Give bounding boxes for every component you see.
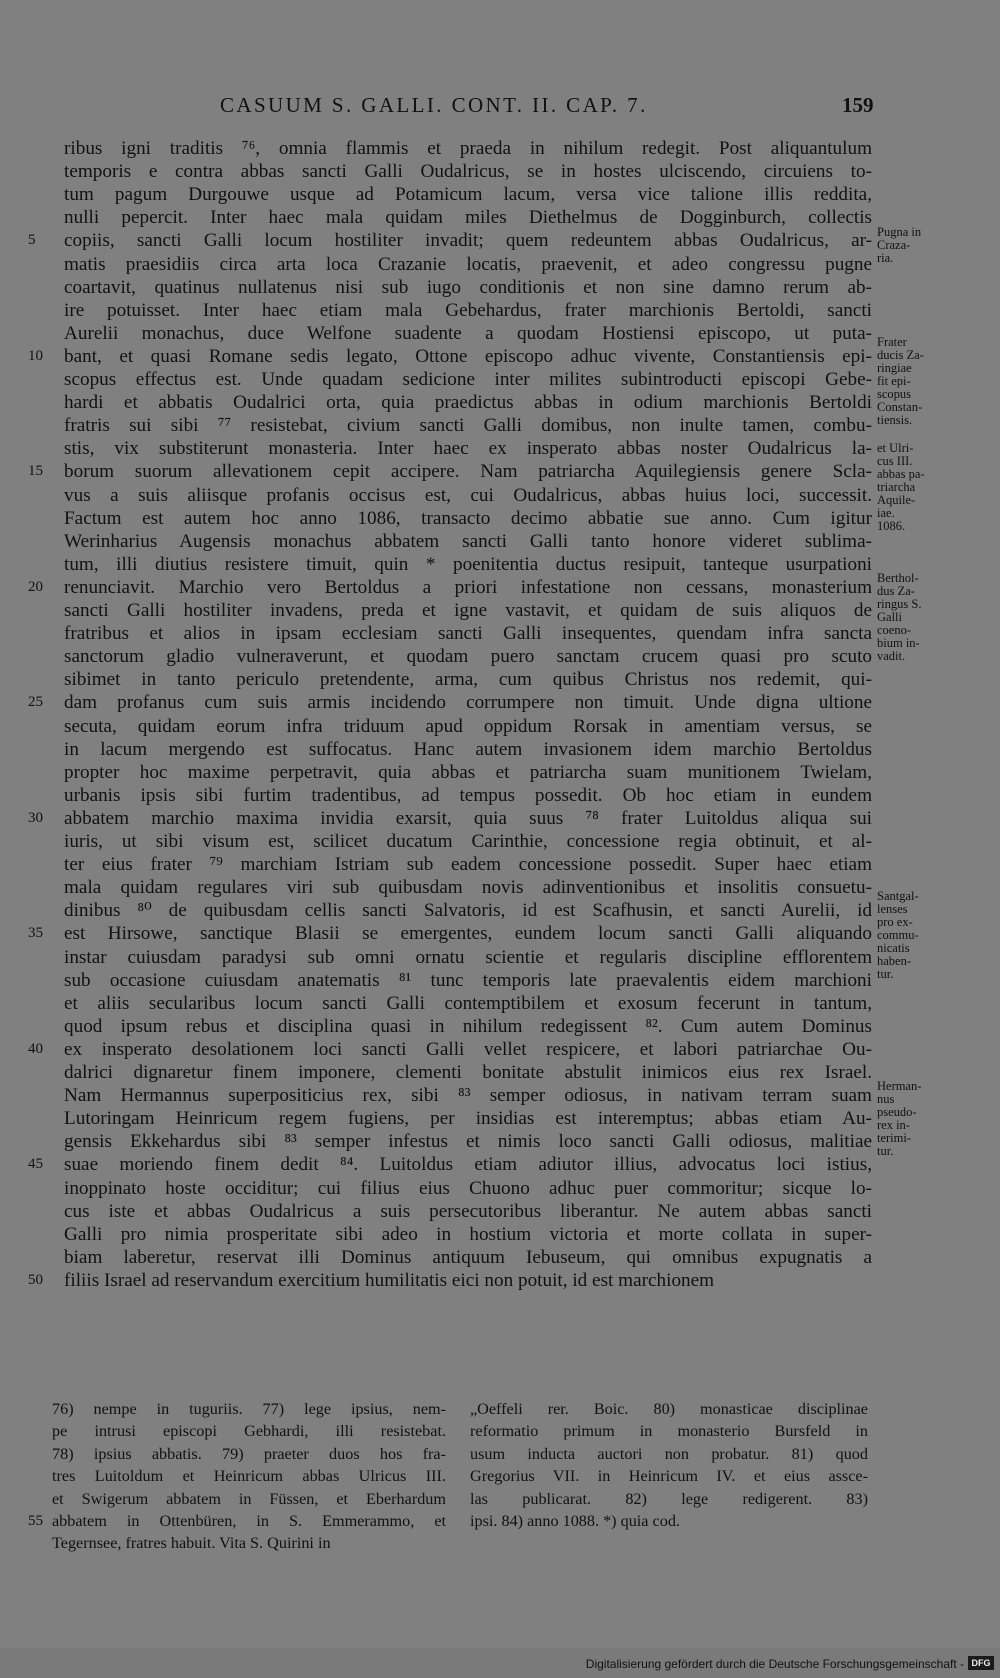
- line-number: 20: [28, 578, 43, 595]
- page-number: 159: [842, 93, 874, 117]
- dfg-credit: Digitalisierung gefördert durch die Deutsche Forschungsgemeinschaft -: [585, 1657, 964, 1671]
- footnote-line: las publicarat. 82) lege redigerent. 83): [470, 1489, 868, 1508]
- footnote-line: 76) nempe in tuguriis. 77) lege ipsius, nem-: [52, 1400, 446, 1418]
- text-line: Aurelii monachus, duce Welfone suadente a quodam Hostiensi episcopo, ut puta-: [64, 322, 872, 344]
- text-line: est Hirsowe, sanctique Blasii se emergentes, eundem locum sancti Galli aliquando: [64, 923, 872, 945]
- margin-note: Frater ducis Za- ringiae fit epi- scopus Constan- tiensis.: [877, 335, 924, 427]
- line-number: 40: [28, 1040, 43, 1057]
- text-line: mala quidam regulares viri sub quibusdam novis adinventionibus et insolitis consuetu-: [64, 877, 872, 899]
- footnote-line: Gregorius VII. in Heinricum IV. et eius assce-: [470, 1467, 868, 1486]
- line-number: 5: [28, 232, 36, 249]
- text-line: borum suorum allevationem cepit accipere. Nam patriarcha Aquilegiensis genere Scla-: [64, 461, 872, 483]
- text-line: nulli pepercit. Inter haec mala quidam miles Diethelmus de Dogginburch, collectis: [64, 207, 872, 229]
- text-line: stis, vix substiterunt monasteria. Inter haec ex insperato abbas noster Oudalricus la-: [64, 438, 872, 460]
- text-line: Nam Hermannus superpositicius rex, sibi ⁸³ semper odiosus, in nativam terram suam: [64, 1085, 872, 1107]
- text-line: biam laberetur, reservat illi Dominus antiquum Iebuseum, qui omnibus expugnatis a: [64, 1246, 872, 1268]
- footnote-line: abbatem in Ottenbüren, in S. Emmerammo, et: [52, 1512, 446, 1530]
- footnote-line: pe intrusi episcopi Gebhardi, illi resistebat.: [52, 1422, 446, 1441]
- text-line: Galli pro nimia prosperitate sibi adeo in hostium victoria et morte collata in super-: [64, 1223, 872, 1245]
- line-number: 45: [28, 1156, 43, 1173]
- footnote-line: ipsi. 84) anno 1088. *) quia cod.: [470, 1512, 680, 1530]
- line-number: 35: [28, 925, 43, 942]
- text-line: bant, et quasi Romane sedis legato, Ottone episcopo adhuc vivente, Constantiensis epi-: [64, 345, 872, 367]
- footnote-line: tres Luitoldum et Heinricum abbas Ulricus III.: [52, 1467, 446, 1486]
- text-line: fratris sui sibi ⁷⁷ resistebat, civium sancti Galli domibus, non inulte tamen, combu-: [64, 415, 872, 437]
- margin-note: Herman- nus pseudo- rex in- terimi- tur.: [877, 1079, 922, 1158]
- text-line: Lutoringam Heinricum regem fugiens, per insidias est interemptus; abbas etiam Au-: [64, 1108, 872, 1130]
- text-line: Werinharius Augensis monachus abbatem sancti Galli tanto honore videret sublima-: [64, 530, 872, 552]
- line-number: 30: [28, 809, 43, 826]
- footnote-line: 78) ipsius abbatis. 79) praeter duos hos fra-: [52, 1444, 446, 1463]
- running-title: CASUUM S. GALLI. CONT. II. CAP. 7.: [220, 93, 648, 117]
- text-line: suae moriendo finem dedit ⁸⁴. Luitoldus etiam adiutor illius, advocatus loci istius,: [64, 1154, 872, 1176]
- text-line: ire potuisset. Inter haec etiam mala Gebehardus, frater marchionis Bertoldi, sancti: [64, 299, 872, 321]
- footnote-line: Tegernsee, fratres habuit. Vita S. Quirini in: [52, 1534, 331, 1553]
- footnote-line: et Swigerum abbatem in Füssen, et Eberhardum: [52, 1489, 446, 1508]
- text-line: matis praesidiis circa arta loca Crazanie locatis, praevenit, et adeo congressu pugne: [64, 253, 872, 275]
- text-line: vus a suis aliisque profanis occisus est, cui Oudalricus, abbas huius loci, successit.: [64, 484, 872, 506]
- text-line: quod ipsum rebus et disciplina quasi in nihilum redegissent ⁸². Cum autem Dominus: [64, 1015, 872, 1037]
- text-line: dam profanus cum suis armis incidendo corrumpere non timuit. Unde digna ultione: [64, 692, 872, 714]
- dfg-logo: DFG: [968, 1656, 994, 1670]
- text-line: ter eius frater ⁷⁹ marchiam Istriam sub eadem concessione possedit. Super haec etiam: [64, 854, 872, 876]
- text-line: fratribus et alios in ipsam ecclesiam sancti Galli insequentes, quendam infra sancta: [64, 623, 872, 645]
- margin-note: Berthol- dus Za- ringus S. Galli coeno- bium in- vadit.: [877, 571, 922, 663]
- line-number: 15: [28, 463, 43, 480]
- text-line: abbatem marchio maxima invidia exarsit, quia suus ⁷⁸ frater Luitoldus aliqua sui: [64, 807, 872, 829]
- text-line: sibimet in tanto periculo pretendente, arma, cum quibus Christus nos redemit, qui-: [64, 669, 872, 691]
- text-line: dalrici dignaretur finem imponere, clementi bonitate abstulit inimicos eius rex Israel.: [64, 1062, 872, 1083]
- text-line: cus iste et abbas Oudalricus a suis persecutoribus liberantur. Ne autem abbas sancti: [64, 1200, 872, 1222]
- text-line: temporis e contra abbas sancti Galli Oudalricus, se in hostes ulciscendo, circuiens to-: [64, 161, 872, 183]
- line-number: 10: [28, 347, 43, 364]
- footnote-line: reformatio primum in monasterio Bursfeld in: [470, 1422, 868, 1441]
- text-line: in lacum mergendo est suffocatus. Hanc autem invasionem idem marchio Bertoldus: [64, 738, 872, 760]
- text-line: urbanis ipsis sibi furtim tradentibus, ad tempus possedit. Ob hoc etiam in eundem: [64, 784, 872, 806]
- text-line: Factum est autem hoc anno 1086, transacto decimo abbatie sue anno. Cum igitur: [64, 507, 872, 529]
- text-line: hardi et abbatis Oudalrici orta, quia praedictus abbas in odium marchionis Bertoldi: [64, 392, 872, 414]
- text-line: copiis, sancti Galli locum hostiliter invadit; quem redeuntem abbas Oudalricus, ar-: [64, 230, 872, 252]
- text-line: ex insperato desolationem loci sancti Galli vellet respicere, et labori patriarchae Ou-: [64, 1038, 872, 1060]
- text-line: ribus igni traditis ⁷⁶, omnia flammis et praeda in nihilum redegit. Post aliquantulum: [64, 138, 872, 159]
- text-line: sub occasione cuiusdam anatematis ⁸¹ tunc temporis late praevalentis eidem marchioni: [64, 969, 872, 991]
- text-line: renunciavit. Marchio vero Bertoldus a priori infestatione non cessans, monasterium: [64, 576, 872, 598]
- text-line: dinibus ⁸⁰ de quibusdam cellis sancti Salvatoris, id est Scafhusin, et sancti Aurelii, id: [64, 900, 872, 922]
- text-line: scopus effectus est. Unde quadam sedicione inter milites subintroducti episcopi Gebe-: [64, 369, 872, 390]
- text-line: secuta, quidam eorum infra triduum apud oppidum Rorsak in amentiam versus, se: [64, 715, 872, 737]
- digitization-footer: [0, 1648, 1000, 1678]
- margin-note: Santgal- lenses pro ex- commu- nicatis haben- tur.: [877, 889, 919, 981]
- text-line: sanctorum gladio vulneraverunt, et quodam puero sanctam crucem quasi pro scuto: [64, 646, 872, 668]
- page-header: [0, 93, 1000, 123]
- text-line: gensis Ekkehardus sibi ⁸³ semper infestus et nimis loco sancti Galli odiosus, malitiae: [64, 1131, 872, 1153]
- text-line: coartavit, quatinus nullatenus nisi sub iugo conditionis et non sine damno rerum ab-: [64, 276, 872, 298]
- margin-note: Pugna in Craza- ria.: [877, 225, 922, 265]
- text-line: tum pagum Durgouwe usque ad Potamicum lacum, versa vice talione illis reddita,: [64, 184, 872, 206]
- text-line: inoppinato hoste occiditur; cui filius eius Chuono adhuc puer commoritur; sicque lo-: [64, 1177, 872, 1199]
- footnote-line: „Oeffeli rer. Boic. 80) monasticae disciplinae: [470, 1400, 868, 1418]
- text-line: instar cuiusdam paradysi sub omni ornatu scientie et regularis discipline efflorentem: [64, 946, 872, 968]
- text-line: tum, illi diutius resistere timuit, quin * poenitentia ductus resipuit, tanteque usurpationi: [64, 553, 872, 575]
- line-number: 55: [28, 1513, 43, 1529]
- text-line: filiis Israel ad reservandum exercitium humilitatis eici non potuit, id est marchionem: [64, 1269, 715, 1291]
- line-number: 50: [28, 1271, 43, 1288]
- text-line: et aliis secularibus locum sancti Galli contemptibilem et exosum fecerunt in tantum,: [64, 992, 872, 1014]
- text-line: propter hoc maxime perpetravit, quia abbas et patriarcha suam munitionem Twielam,: [64, 761, 872, 783]
- footnote-line: usum inducta auctori non probatur. 81) quod: [470, 1444, 868, 1463]
- line-number: 25: [28, 694, 43, 711]
- text-line: iuris, ut sibi visum est, scilicet ducatum Carinthie, concessione regia obtinuit, et al-: [64, 831, 872, 852]
- text-line: sancti Galli hostiliter invadens, preda et igne vastavit, et quidam de suis aliquos de: [64, 600, 872, 621]
- margin-note: et Ulri- cus III. abbas pa- triarcha Aquile- iae. 1086.: [877, 441, 925, 533]
